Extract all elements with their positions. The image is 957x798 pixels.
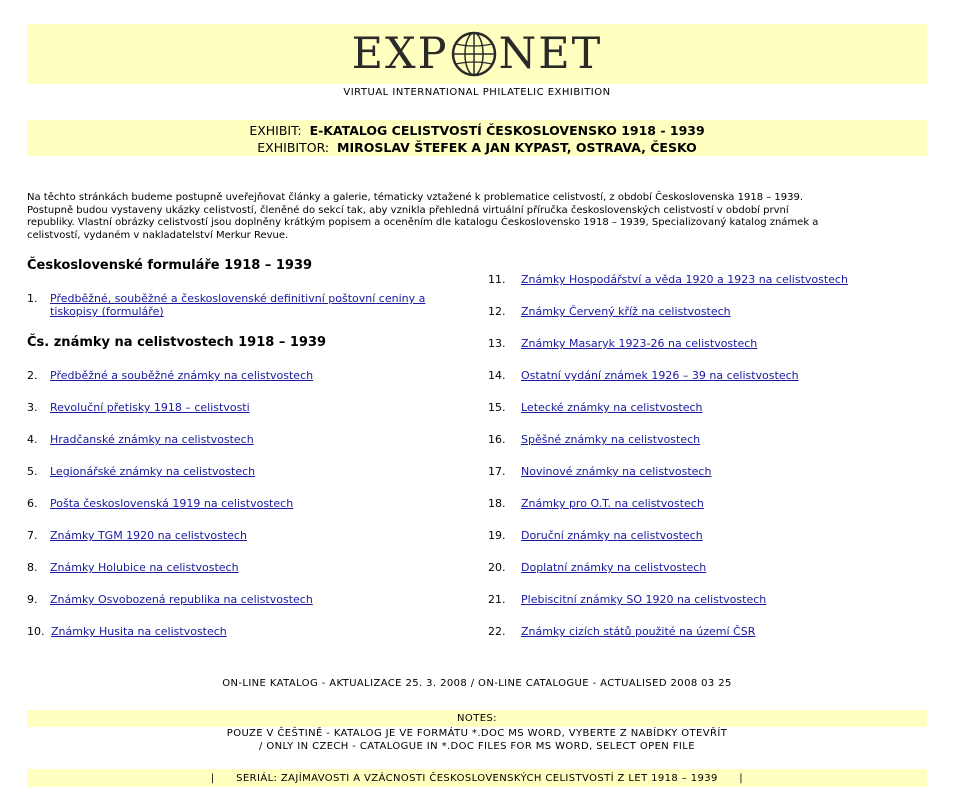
serial-line bbox=[27, 773, 927, 784]
item-number: 21. bbox=[488, 593, 506, 606]
item-number: 8. bbox=[27, 561, 38, 574]
item-number: 2. bbox=[27, 369, 38, 382]
exhibitor-line bbox=[27, 140, 927, 155]
separator: | bbox=[210, 773, 215, 784]
exhibitor-name: MIROSLAV ŠTEFEK A JAN KYPAST, OSTRAVA, ČESKO bbox=[337, 140, 697, 155]
item-number: 1. bbox=[27, 292, 38, 305]
section-heading-znamky: Čs. známky na celistvostech 1918 – 1939 bbox=[27, 335, 327, 350]
catalog-link-1a[interactable]: Předběžné, souběžné a československé definitivní poštovní ceniny a bbox=[50, 292, 426, 305]
item-number: 17. bbox=[488, 465, 506, 478]
item-number: 20. bbox=[488, 561, 506, 574]
section-heading-formulare: Československé formuláře 1918 – 1939 bbox=[27, 258, 313, 273]
logo-text-prefix: EXP bbox=[351, 29, 449, 79]
exhibitor-label: EXHIBITOR: bbox=[257, 140, 330, 155]
item-number: 6. bbox=[27, 497, 38, 510]
exhibit-title: E-KATALOG CELISTVOSTÍ ČESKOSLOVENSKO 1918 - 1939 bbox=[309, 123, 705, 138]
catalog-link-15[interactable]: Letecké známky na celistvostech bbox=[521, 401, 703, 414]
item-number: 4. bbox=[27, 433, 38, 446]
catalog-link-19[interactable]: Doruční známky na celistvostech bbox=[521, 529, 703, 542]
catalog-link-1b[interactable]: tiskopisy (formuláře) bbox=[50, 305, 164, 318]
logo-banner bbox=[27, 24, 927, 84]
item-number: 10. bbox=[27, 625, 45, 638]
item-number: 12. bbox=[488, 305, 506, 318]
item-number: 19. bbox=[488, 529, 506, 542]
exponet-logo bbox=[27, 28, 927, 80]
catalog-link-17[interactable]: Novinové známky na celistvostech bbox=[521, 465, 712, 478]
item-number: 14. bbox=[488, 369, 506, 382]
item-number: 9. bbox=[27, 593, 38, 606]
item-number: 13. bbox=[488, 337, 506, 350]
notes-line-en: / ONLY IN CZECH - CATALOGUE IN *.DOC FILES FOR MS WORD, SELECT OPEN FILE bbox=[259, 741, 695, 752]
catalog-link-7[interactable]: Známky TGM 1920 na celistvostech bbox=[50, 529, 247, 542]
catalog-link-8[interactable]: Známky Holubice na celistvostech bbox=[50, 561, 239, 574]
catalog-link-22[interactable]: Známky cizích států použité na území ČSR bbox=[521, 625, 756, 638]
catalog-link-5[interactable]: Legionářské známky na celistvostech bbox=[50, 465, 256, 478]
item-number: 7. bbox=[27, 529, 38, 542]
notes-title: NOTES: bbox=[457, 713, 497, 724]
catalog-link-10[interactable]: Známky Husita na celistvostech bbox=[51, 625, 227, 638]
catalog-link-20[interactable]: Doplatní známky na celistvostech bbox=[521, 561, 707, 574]
catalog-link-4[interactable]: Hradčanské známky na celistvostech bbox=[50, 433, 254, 446]
site-subtitle: VIRTUAL INTERNATIONAL PHILATELIC EXHIBITION bbox=[343, 87, 611, 98]
item-number: 11. bbox=[488, 273, 506, 286]
catalog-link-2[interactable]: Předběžné a souběžné známky na celistvostech bbox=[50, 369, 314, 382]
logo-text-suffix: NET bbox=[498, 29, 603, 79]
catalog-link-14[interactable]: Ostatní vydání známek 1926 – 39 na celistvostech bbox=[521, 369, 799, 382]
separator: | bbox=[739, 773, 744, 784]
intro-line: Na těchto stránkách budeme postupně uveřejňovat články a galerie, tématicky vztažené k problematice celistvostí, z období Československa 1918 – 1939. bbox=[27, 192, 804, 203]
catalog-link-3[interactable]: Revoluční přetisky 1918 – celistvosti bbox=[50, 401, 250, 414]
catalog-link-18[interactable]: Známky pro O.T. na celistvostech bbox=[521, 497, 704, 510]
intro-line: Postupně budou vystaveny ukázky celistvostí, členěné do sekcí tak, aby vznikla přehledná virtuální příručka československých celistvostí v období první bbox=[27, 204, 789, 216]
exhibit-banner bbox=[27, 120, 927, 156]
catalog-link-16[interactable]: Spěšné známky na celistvostech bbox=[521, 433, 701, 446]
globe-icon bbox=[448, 28, 500, 80]
update-line: ON-LINE KATALOG - AKTUALIZACE 25. 3. 2008 / ON-LINE CATALOGUE - ACTUALISED 2008 03 25 bbox=[222, 678, 732, 689]
catalog-link-13[interactable]: Známky Masaryk 1923-26 na celistvostech bbox=[521, 337, 758, 350]
item-number: 5. bbox=[27, 465, 38, 478]
intro-line: republiky. Vlastní obrázky celistvostí jsou doplněny krátkým popisem a oceněním dle katalogu Československo 1918 – 1939, Specializovaný katalog známek a bbox=[27, 217, 819, 228]
catalog-item-1 bbox=[27, 292, 467, 320]
catalog-link-12[interactable]: Známky Červený kříž na celistvostech bbox=[521, 305, 731, 318]
item-number: 16. bbox=[488, 433, 506, 446]
exhibit-label: EXHIBIT: bbox=[249, 123, 302, 138]
notes-banner bbox=[27, 710, 927, 727]
intro-paragraph bbox=[27, 192, 927, 242]
catalog-link-6[interactable]: Pošta československá 1919 na celistvostech bbox=[50, 497, 294, 510]
catalog-link-11[interactable]: Známky Hospodářství a věda 1920 a 1923 na celistvostech bbox=[521, 273, 848, 286]
item-number: 18. bbox=[488, 497, 506, 510]
catalog-link-21[interactable]: Plebiscitní známky SO 1920 na celistvostech bbox=[521, 593, 767, 606]
intro-line: celistvostí, vydaném v nakladatelství Merkur Revue. bbox=[27, 229, 289, 241]
notes-line-cz: POUZE V ČEŠTINĚ - KATALOG JE VE FORMÁTU *.DOC MS WORD, VYBERTE Z NABÍDKY OTEVŘÍT bbox=[226, 728, 728, 739]
item-number: 3. bbox=[27, 401, 38, 414]
serial-banner bbox=[27, 769, 927, 787]
catalog-link-9[interactable]: Známky Osvobozená republika na celistvostech bbox=[50, 593, 313, 606]
serial-link[interactable]: SERIÁL: ZAJÍMAVOSTI A VZÁCNOSTI ČESKOSLOVENSKÝCH CELISTVOSTÍ Z LET 1918 – 1939 bbox=[236, 773, 718, 784]
exhibit-line bbox=[27, 123, 927, 138]
item-number: 15. bbox=[488, 401, 506, 414]
item-number: 22. bbox=[488, 625, 506, 638]
